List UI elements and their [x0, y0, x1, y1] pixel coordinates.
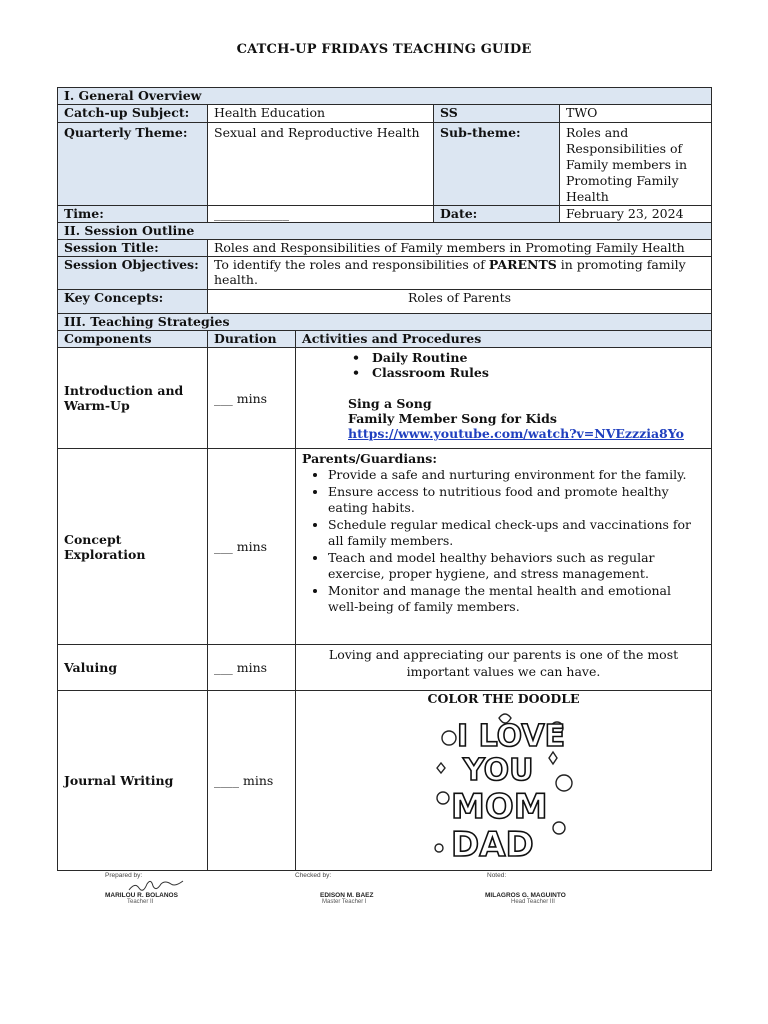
session-outline-heading: II. Session Outline [58, 223, 712, 240]
intro-routine-list [302, 350, 705, 380]
key-concepts-value: Roles of Parents [208, 290, 712, 314]
teaching-guide-table [57, 87, 712, 871]
theme-label: Quarterly Theme: [58, 123, 208, 206]
general-overview-heading: I. General Overview [58, 88, 712, 105]
song-link[interactable]: https://www.youtube.com/watch?v=NVEzzzia8Yo [348, 426, 684, 441]
list-item: • Teach and model healthy behaviors such as regular exercise, proper hygiene, and stress management. [328, 550, 705, 582]
intro-activities [296, 348, 712, 449]
objectives-text-post: in promoting family health. [214, 257, 686, 287]
objectives-text-bold: PARENTS [488, 257, 557, 272]
time-value: ____________ [208, 206, 434, 223]
concept-duration: ___ mins [208, 449, 296, 645]
doodle-text-mom: MOM [450, 787, 548, 827]
doodle-text-dad: DAD [450, 825, 534, 863]
activities-header: Activities and Procedures [296, 331, 712, 348]
valuing-label: Valuing [58, 645, 208, 691]
doodle-text-you: YOU [462, 753, 534, 788]
concept-activities [296, 449, 712, 645]
prepared-name: MARILOU R. BOLANOS [105, 892, 178, 899]
valuing-text: Loving and appreciating our parents is one of the most important values we can have. [296, 645, 712, 691]
subtheme-value: Roles and Responsibilities of Family members in Promoting Family Health [560, 123, 712, 206]
document-title: CATCH-UP FRIDAYS TEACHING GUIDE [236, 42, 532, 57]
session-objectives-value [208, 257, 712, 290]
song-line-2: Family Member Song for Kids [348, 411, 557, 426]
ss-value: TWO [560, 105, 712, 123]
prepared-label: Prepared by: [105, 872, 143, 879]
noted-label: Noted: [487, 872, 507, 879]
noted-role: Head Teacher III [511, 899, 555, 905]
session-objectives-label: Session Objectives: [58, 257, 208, 290]
checked-label: Checked by: [295, 872, 332, 879]
date-value: February 23, 2024 [560, 206, 712, 223]
theme-value: Sexual and Reproductive Health [208, 123, 434, 206]
objectives-text-pre: To identify the roles and responsibilities of [214, 257, 489, 272]
checked-name: EDISON M. BAEZ [320, 892, 374, 899]
journal-label: Journal Writing [58, 691, 208, 871]
doodle-heading: COLOR THE DOODLE [427, 691, 580, 706]
key-concepts-label: Key Concepts: [58, 290, 208, 314]
doodle-text-love: I LOVE [456, 719, 565, 754]
list-item: • Classroom Rules [372, 365, 705, 380]
components-header: Components [58, 331, 208, 348]
list-item: • Schedule regular medical check-ups and vaccinations for all family members. [328, 517, 705, 549]
duration-header: Duration [208, 331, 296, 348]
intro-label: Introduction and Warm-Up [58, 348, 208, 449]
valuing-duration: ___ mins [208, 645, 296, 691]
concept-label: Concept Exploration [58, 449, 208, 645]
intro-duration: ___ mins [208, 348, 296, 449]
prepared-role: Teacher II [127, 899, 154, 905]
parents-heading: Parents/Guardians: [302, 451, 437, 466]
song-line-1: Sing a Song [348, 396, 432, 411]
subtheme-label: Sub-theme: [434, 123, 560, 206]
checked-role: Master Teacher I [322, 899, 367, 905]
parent-roles-list [302, 467, 705, 615]
list-item: • Provide a safe and nurturing environment for the family. [328, 467, 705, 483]
subject-label: Catch-up Subject: [58, 105, 208, 123]
noted-name: MILAGROS G. MAGUINTO [485, 892, 566, 899]
time-label: Time: [58, 206, 208, 223]
date-label: Date: [434, 206, 560, 223]
ss-label: SS [434, 105, 560, 123]
list-item: • Ensure access to nutritious food and promote healthy eating habits. [328, 484, 705, 516]
list-item: • Monitor and manage the mental health and emotional well-being of family members. [328, 583, 705, 615]
list-item: • Daily Routine [372, 350, 705, 365]
teaching-strategies-heading: III. Teaching Strategies [58, 314, 712, 331]
journal-activities [296, 691, 712, 871]
session-title-value: Roles and Responsibilities of Family members in Promoting Family Health [208, 240, 712, 257]
journal-duration: ____ mins [208, 691, 296, 871]
session-title-label: Session Title: [58, 240, 208, 257]
subject-value: Health Education [208, 105, 434, 123]
love-mom-dad-doodle-icon [429, 708, 579, 863]
